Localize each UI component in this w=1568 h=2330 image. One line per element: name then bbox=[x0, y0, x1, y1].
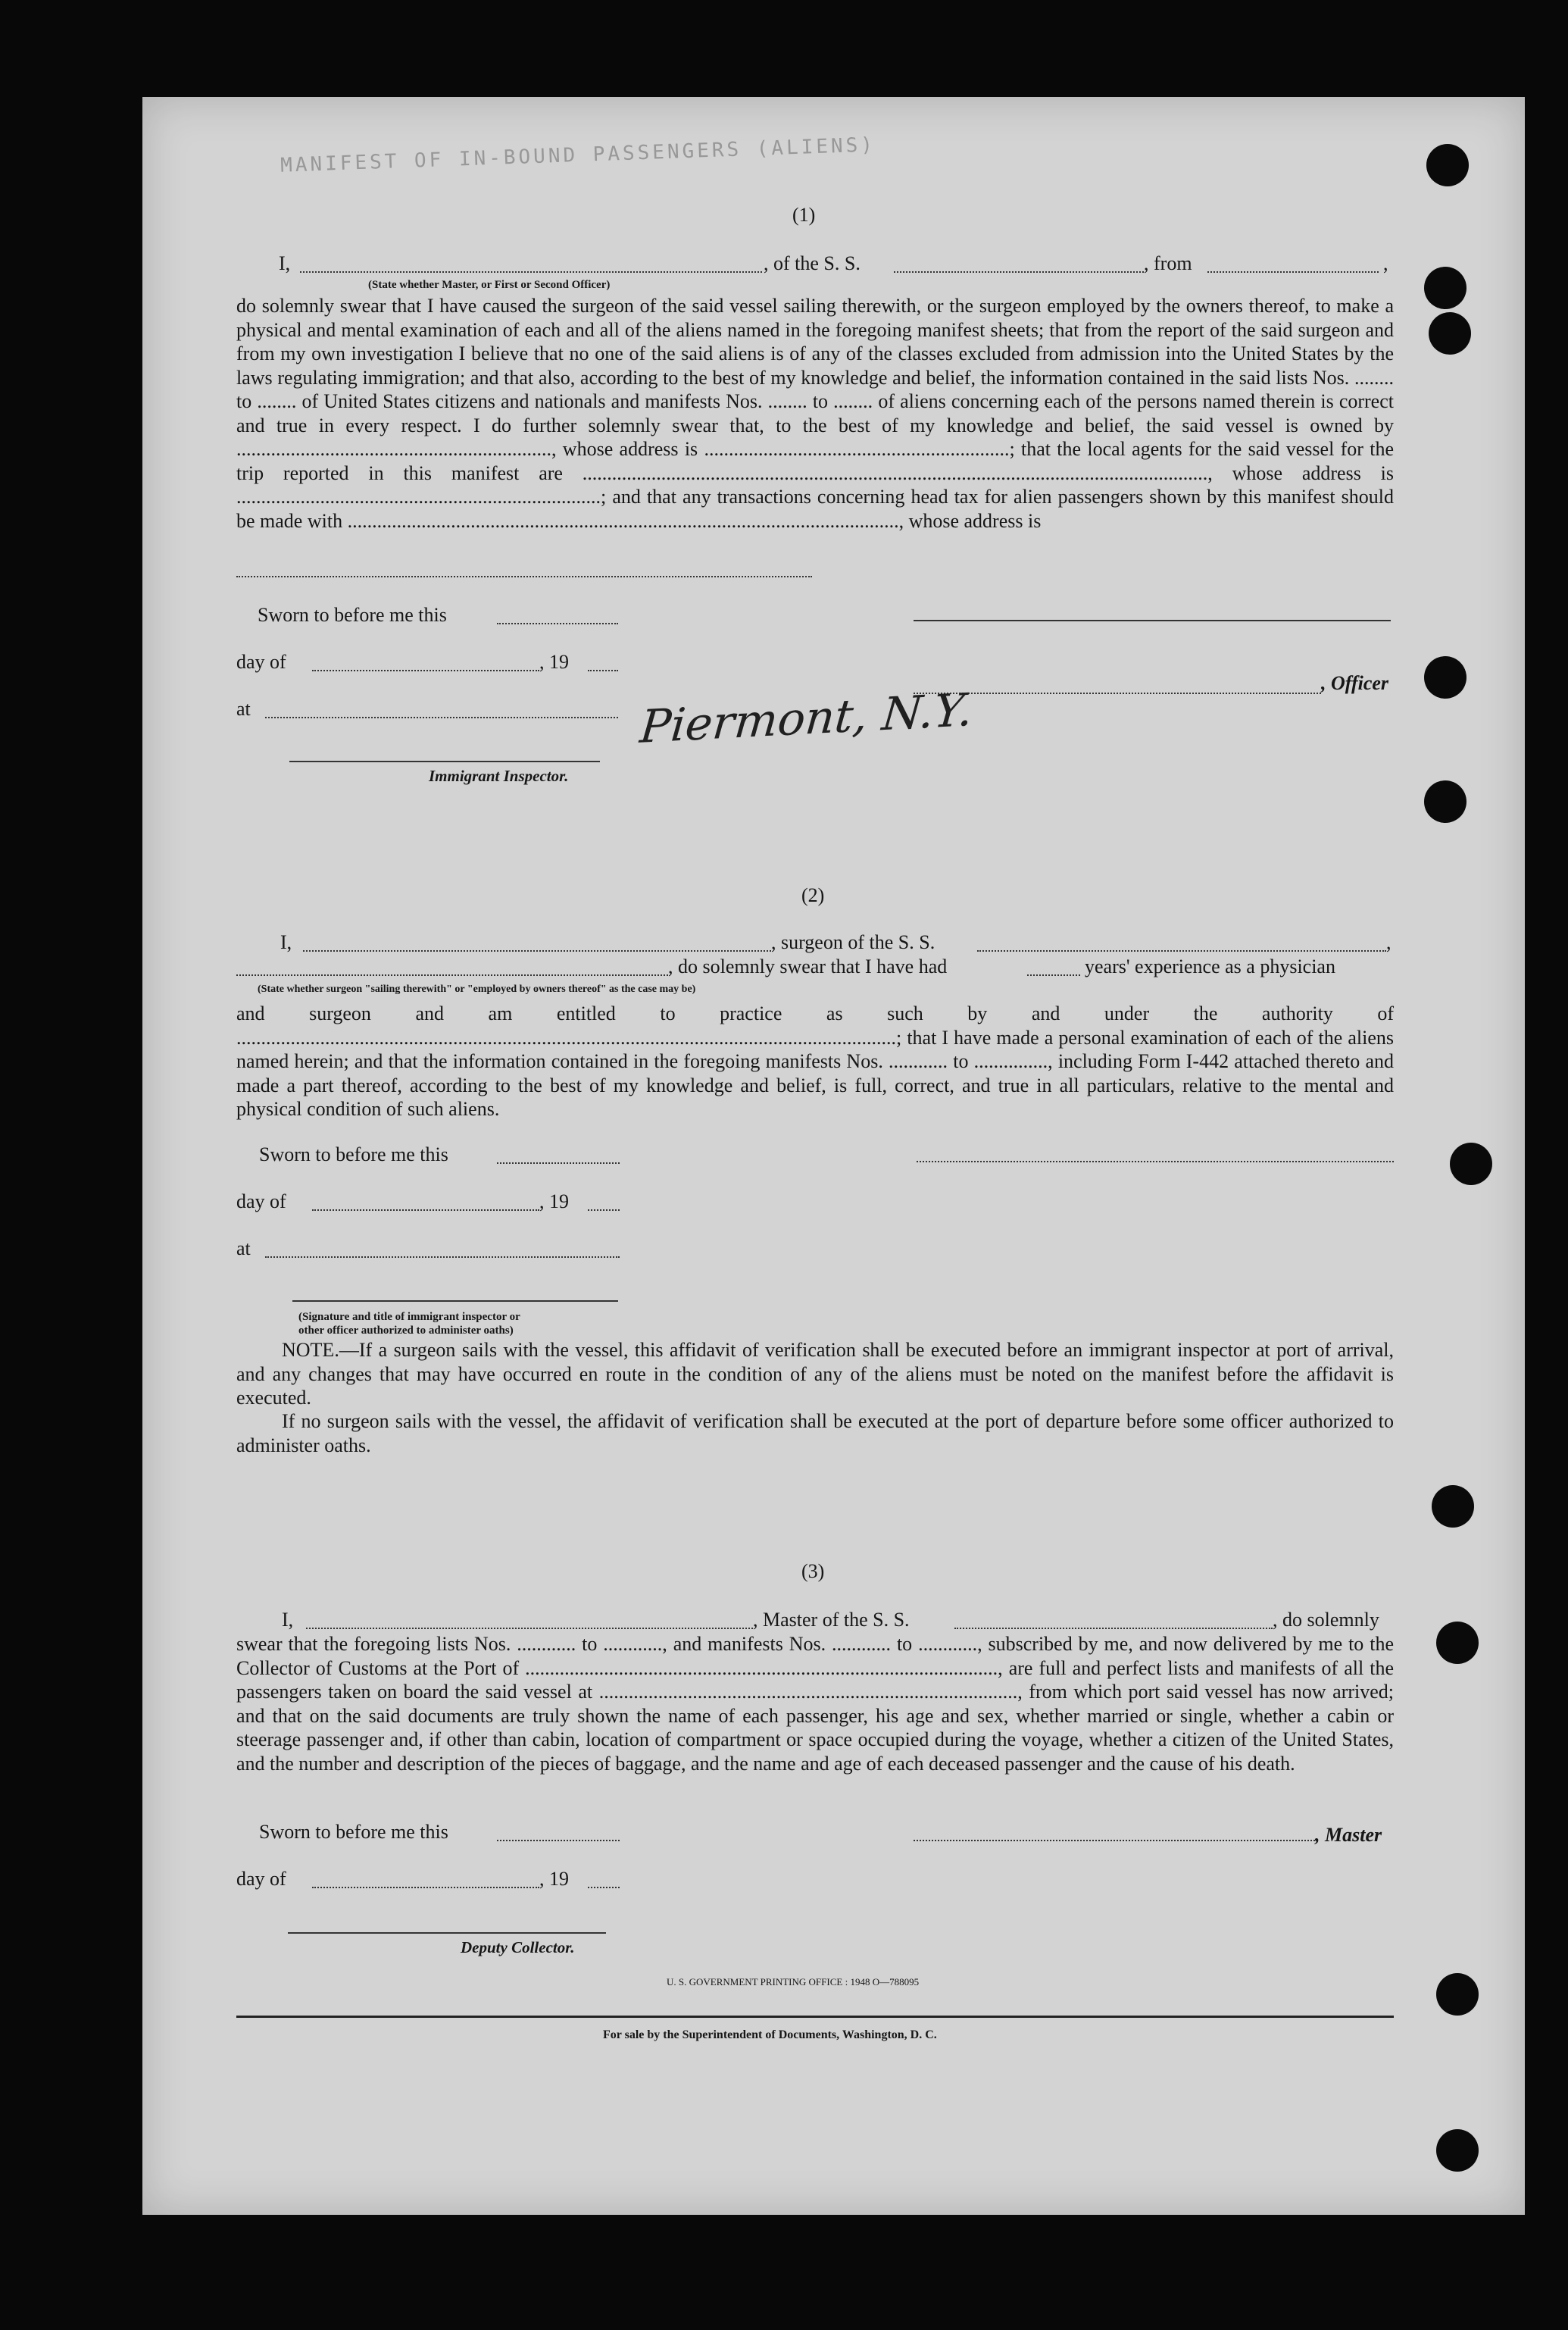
s1-inspector-label: Immigrant Inspector. bbox=[429, 767, 569, 785]
s3-sworn-field[interactable] bbox=[497, 1840, 620, 1841]
s1-from-field[interactable] bbox=[1207, 271, 1379, 273]
s2-year: , 19 bbox=[539, 1190, 569, 1212]
s1-sworn: Sworn to before me this bbox=[258, 604, 447, 626]
s1-day-of: day of bbox=[236, 651, 286, 673]
s3-solemnly: , do solemnly bbox=[1273, 1609, 1379, 1631]
s3-I: I, bbox=[282, 1609, 294, 1631]
s2-at-field[interactable] bbox=[265, 1256, 620, 1258]
s3-year: , 19 bbox=[539, 1868, 569, 1890]
s1-day-field[interactable] bbox=[312, 670, 539, 671]
s2-years-field[interactable] bbox=[1027, 974, 1080, 976]
s3-deputy-label: Deputy Collector. bbox=[461, 1938, 575, 1956]
punch-hole bbox=[1436, 1973, 1479, 2016]
s2-note-1: NOTE.—If a surgeon sails with the vessel, this affidavit of verification shall be executed before an immigrant inspector at port of arrival, and any changes that may have occurred en route in the condition of any of the aliens must be noted on the manifest before the affidavit is executed. bbox=[236, 1339, 1394, 1409]
s2-inspector-signature-line[interactable] bbox=[292, 1300, 618, 1302]
s2-day-field[interactable] bbox=[312, 1209, 539, 1211]
punch-hole bbox=[1424, 780, 1466, 823]
handwritten-place bbox=[638, 683, 976, 780]
s1-officer-signature-line[interactable] bbox=[914, 620, 1391, 621]
s3-day-of: day of bbox=[236, 1868, 286, 1890]
s1-at: at bbox=[236, 698, 251, 720]
s2-note-2: If no surgeon sails with the vessel, the affidavit of verification shall be executed at the port of departure before some officer authorized to administer oaths. bbox=[236, 1410, 1394, 1456]
s2-sworn-field[interactable] bbox=[497, 1162, 620, 1164]
s1-last-field[interactable] bbox=[236, 576, 812, 577]
s3-oath-body: swear that the foregoing lists Nos. ............ to ............, and manifests Nos. ............ to ............, subscribed by me, and now delivered by me to the Collector of Customs at the Port of ................................................................................................, are full and perfect lists and manifests of all the passengers taken on board the said vessel at ....................................................................................., from which port said vessel has now arrived; and that on the said documents are truly shown the name of each passenger, his age and sex, whether married or single, whether a cabin or steerage passenger and, if other than cabin, location of compartment or space occupied during the voyage, whether a citizen of the United States, and the number and description of the pieces of baggage, and the name and age of each deceased passenger and the cause of his death. bbox=[236, 1633, 1394, 1775]
punch-hole bbox=[1426, 144, 1469, 186]
s1-comma: , bbox=[1383, 252, 1388, 274]
s1-officer-caption: (State whether Master, or First or Second Officer) bbox=[368, 279, 611, 291]
punch-hole bbox=[1424, 267, 1466, 309]
s1-inspector-signature-line[interactable] bbox=[289, 761, 600, 762]
sale-notice: For sale by the Superintendent of Documents, Washington, D. C. bbox=[603, 2028, 937, 2041]
s2-sig-caption-2: other officer authorized to administer oaths) bbox=[298, 1325, 514, 1337]
section-1-number: (1) bbox=[792, 204, 816, 226]
s2-vessel-field[interactable] bbox=[977, 950, 1386, 952]
s1-from: , from bbox=[1144, 252, 1192, 274]
punch-hole bbox=[1436, 2129, 1479, 2172]
s1-at-field[interactable] bbox=[265, 717, 618, 718]
s1-year: , 19 bbox=[539, 651, 569, 673]
s2-I: I, bbox=[280, 931, 292, 953]
s1-vessel-field[interactable] bbox=[894, 271, 1144, 273]
s3-name-field[interactable] bbox=[306, 1628, 753, 1629]
punch-hole bbox=[1429, 312, 1471, 355]
s2-sig-caption-1: (Signature and title of immigrant inspector or bbox=[298, 1311, 520, 1323]
gpo-imprint: U. S. GOVERNMENT PRINTING OFFICE : 1948 O—788095 bbox=[667, 1976, 920, 1988]
s2-surgeon-caption: (State whether surgeon "sailing therewith" or "employed by owners thereof" as the case may be) bbox=[258, 984, 696, 995]
s3-sworn: Sworn to before me this bbox=[259, 1821, 448, 1843]
s3-vessel-field[interactable] bbox=[954, 1628, 1273, 1629]
s2-years: years' experience as a physician bbox=[1085, 955, 1335, 977]
s2-sworn: Sworn to before me this bbox=[259, 1143, 448, 1165]
s3-year-field[interactable] bbox=[588, 1887, 620, 1888]
punch-hole bbox=[1424, 656, 1466, 699]
s1-I: I, bbox=[279, 252, 291, 274]
s2-year-field[interactable] bbox=[588, 1209, 620, 1211]
s3-master-of-ss: , Master of the S. S. bbox=[753, 1609, 910, 1631]
s1-officer-label: , Officer bbox=[1321, 672, 1389, 694]
s2-surgeon-of-ss: , surgeon of the S. S. bbox=[771, 931, 935, 953]
bleed-through-stamp: MANIFEST OF IN-BOUND PASSENGERS (ALIENS) bbox=[280, 133, 876, 177]
s1-oath-body: do solemnly swear that I have caused the surgeon of the said vessel sailing therewith, or the surgeon employed by the owners thereof, to make a physical and mental examination of each and all of the aliens named in the foregoing manifest sheets; that from the report of the said surgeon and from my own investigation I believe that no one of the said aliens is of any of the classes excluded from admission into the United States by the laws regulating immigration; and that also, according to the best of my knowledge and belief, the information contained in the said lists Nos. ........ to ........ of United States citizens and nationals and manifests Nos. ........ to ........ of aliens concerning each of the persons named therein is correct and true in every respect. I do further solemnly swear that, to the best of my knowledge and belief, the said vessel is owned by ................................................................, whose address is ..............................................................; that the local agents for the said vessel for the trip reported in this manifest are ..............................................................................................................................., whose address is ..........................................................................; and that any transactions concerning head tax for alien passengers shown by this manifest should be made with ................................................................................................................, whose address is bbox=[236, 295, 1394, 532]
s1-of-ss: , of the S. S. bbox=[764, 252, 861, 274]
s2-swear: , do solemnly swear that I have had bbox=[668, 955, 948, 977]
section-2-number: (2) bbox=[801, 884, 825, 906]
s3-day-field[interactable] bbox=[312, 1887, 539, 1888]
s2-signature-field[interactable] bbox=[917, 1161, 1394, 1162]
s3-deputy-signature-line[interactable] bbox=[288, 1932, 606, 1934]
handwriting-text: Piermont, N.Y. bbox=[638, 683, 976, 754]
s2-name-field[interactable] bbox=[303, 950, 771, 952]
punch-hole bbox=[1450, 1143, 1492, 1185]
s2-status-field[interactable] bbox=[236, 974, 668, 976]
footer-rule bbox=[236, 2016, 1394, 2018]
s3-master-label: , Master bbox=[1315, 1824, 1382, 1846]
section-3-number: (3) bbox=[801, 1560, 825, 1582]
punch-hole bbox=[1432, 1485, 1474, 1528]
s3-master-signature-field[interactable] bbox=[914, 1840, 1315, 1841]
s1-sworn-field[interactable] bbox=[497, 623, 618, 624]
s1-officer-field-2[interactable] bbox=[914, 693, 1321, 694]
punch-hole bbox=[1436, 1622, 1479, 1664]
s2-day-of: day of bbox=[236, 1190, 286, 1212]
s2-oath-body: and surgeon and am entitled to practice as such by and under the authority of ......................................................................................................................................; that I have made a personal examination of each of the aliens named herein; and that the information contained in the foregoing manifests Nos. ............ to ..............., including Form I-442 attached thereto and made a part thereof, according to the best of my knowledge and belief, is full, correct, and true in all particulars, relative to the mental and physical condition of such aliens. bbox=[236, 1002, 1394, 1120]
s2-at: at bbox=[236, 1237, 251, 1259]
s2-comma: , bbox=[1386, 931, 1392, 953]
s1-year-field[interactable] bbox=[588, 670, 618, 671]
